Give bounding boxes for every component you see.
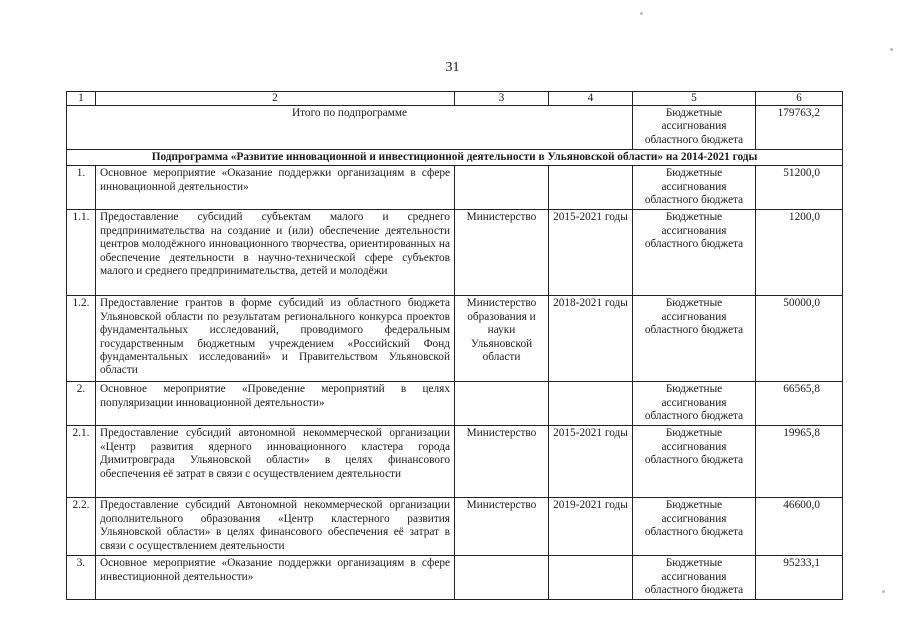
section-title: Подпрограмма «Развитие инновационной и инвестиционной деятельности в Ульяновской области» на 2014-2021 годы xyxy=(67,150,843,166)
amount-cell: 95233,1 xyxy=(756,556,843,600)
table-row xyxy=(67,556,843,600)
total-row xyxy=(67,106,843,150)
page-number: 31 xyxy=(445,60,460,75)
row-number: 2.2. xyxy=(67,498,96,556)
row-description: Основное мероприятие «Оказание поддержки организациям в сфере инновационной деятельности» xyxy=(96,166,455,210)
amount-cell: 66565,8 xyxy=(756,382,843,426)
row-period: 2015-2021 годы xyxy=(549,426,633,498)
amount-cell: 50000,0 xyxy=(756,296,843,382)
header-cell: 4 xyxy=(549,92,633,106)
header-cell: 2 xyxy=(96,92,455,106)
funding-source: Бюджетные ассигнования областного бюджета xyxy=(633,166,756,210)
table-row xyxy=(67,210,843,296)
row-number: 1.1. xyxy=(67,210,96,296)
row-number: 1. xyxy=(67,166,96,210)
header-cell: 6 xyxy=(756,92,843,106)
row-number: 2.1. xyxy=(67,426,96,498)
amount-cell: 46600,0 xyxy=(756,498,843,556)
row-executor xyxy=(455,166,549,210)
row-description: Основное мероприятие «Проведение мероприятий в целях популяризации инновационной деятельности» xyxy=(96,382,455,426)
row-period xyxy=(549,556,633,600)
funding-source: Бюджетные ассигнования областного бюджета xyxy=(633,556,756,600)
row-number: 2. xyxy=(67,382,96,426)
scan-speck xyxy=(890,48,893,51)
header-cell: 5 xyxy=(633,92,756,106)
funding-source: Бюджетные ассигнования областного бюджета xyxy=(633,426,756,498)
table-row xyxy=(67,498,843,556)
table-row xyxy=(67,296,843,382)
funding-source: Бюджетные ассигнования областного бюджета xyxy=(633,296,756,382)
row-executor: Министерство xyxy=(455,498,549,556)
funding-source: Бюджетные ассигнования областного бюджета xyxy=(633,106,756,150)
row-description: Основное мероприятие «Оказание поддержки организациям в сфере инвестиционной деятельности» xyxy=(96,556,455,600)
program-table xyxy=(66,91,843,600)
row-period xyxy=(549,166,633,210)
row-description: Предоставление субсидий автономной некоммерческой организации «Центр развития ядерного инновационного кластера города Димитровграда Ульяновской области» в целях финансового обеспечения её затрат в связи с осуществлением деятельности xyxy=(96,426,455,498)
row-executor xyxy=(455,556,549,600)
amount-cell: 179763,2 xyxy=(756,106,843,150)
row-executor xyxy=(455,382,549,426)
table-row xyxy=(67,426,843,498)
funding-source: Бюджетные ассигнования областного бюджета xyxy=(633,210,756,296)
funding-source: Бюджетные ассигнования областного бюджета xyxy=(633,498,756,556)
row-executor: Министерство xyxy=(455,426,549,498)
row-executor: Министерство xyxy=(455,210,549,296)
amount-cell: 1200,0 xyxy=(756,210,843,296)
header-cell: 3 xyxy=(455,92,549,106)
row-description: Предоставление субсидий Автономной некоммерческой организации дополнительного образования «Центр кластерного развития Ульяновской области» в целях финансового обеспечения её затрат в связи с осуществлением деятельности xyxy=(96,498,455,556)
scan-speck xyxy=(640,12,643,15)
table-row xyxy=(67,382,843,426)
header-cell: 1 xyxy=(67,92,96,106)
row-period: 2015-2021 годы xyxy=(549,210,633,296)
table-row xyxy=(67,166,843,210)
row-number: 1.2. xyxy=(67,296,96,382)
amount-cell: 19965,8 xyxy=(756,426,843,498)
header-row xyxy=(67,92,843,106)
total-label: Итого по подпрограмме xyxy=(67,106,633,150)
amount-cell: 51200,0 xyxy=(756,166,843,210)
row-period: 2019-2021 годы xyxy=(549,498,633,556)
funding-source: Бюджетные ассигнования областного бюджета xyxy=(633,382,756,426)
row-period: 2018-2021 годы xyxy=(549,296,633,382)
row-description: Предоставление грантов в форме субсидий из областного бюджета Ульяновской области по результатам регионального конкурса проектов фундаментальных исследований, проводимого федеральным государственным бюджетным учреждением «Российский Фонд фундаментальных исследований» и Правительством Ульяновской области xyxy=(96,296,455,382)
row-number: 3. xyxy=(67,556,96,600)
scan-speck xyxy=(882,590,885,593)
row-period xyxy=(549,382,633,426)
row-executor: Министерство образования и науки Ульяновской области xyxy=(455,296,549,382)
row-description: Предоставление субсидий субъектам малого и среднего предпринимательства на создание и (или) обеспечение деятельности центров молодёжного инновационного творчества, ориентированных на обеспечение деятельности в научно-технической сфере субъектов малого и среднего предпринимательства, детей и молодёжи xyxy=(96,210,455,296)
section-row xyxy=(67,150,843,166)
